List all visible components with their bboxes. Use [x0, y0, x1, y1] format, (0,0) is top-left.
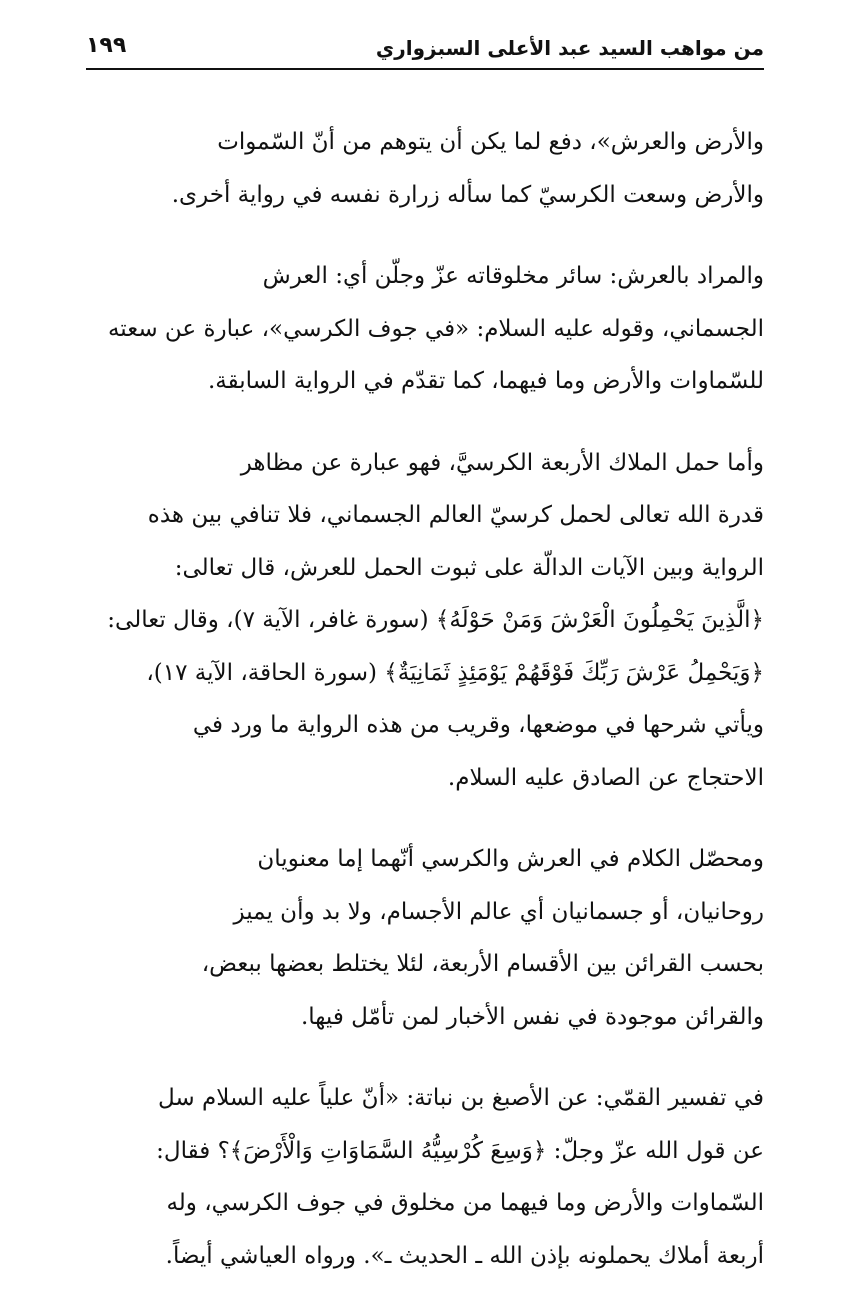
quran-verse-line: ﴿وَيَحْمِلُ عَرْشَ رَبِّكَ فَوْقَهُمْ يَوْمَئِذٍ ثَمَانِيَةٌ﴾ (سورة الحاقة، الآية ١٧)،	[146, 659, 764, 686]
text-line: السّماوات والأرض وما فيهما من مخلوق في جوف الكرسي، وله	[166, 1190, 764, 1216]
quran-verse-line: ﴿الَّذِينَ يَحْمِلُونَ الْعَرْشَ وَمَنْ حَوْلَهُ﴾ (سورة غافر، الآية ٧)، وقال تعالى:	[107, 607, 764, 633]
page-number: ١٩٩	[86, 33, 127, 58]
text-line: ومحصّل الكلام في العرش والكرسي أنّهما إما معنويان	[257, 846, 764, 872]
paragraph-5	[86, 1072, 764, 1282]
page-header	[86, 26, 764, 70]
paragraph-3	[86, 437, 764, 805]
text-line: للسّماوات والأرض وما فيهما، كما تقدّم في الرواية السابقة.	[208, 368, 764, 394]
text-line: الرواية وبين الآيات الدالّة على ثبوت الحمل للعرش، قال تعالى:	[174, 554, 764, 581]
text-line: أربعة أملاك يحملونه بإذن الله ـ الحديث ـ». ورواه العياشي أيضاً.	[165, 1242, 764, 1269]
text-line: ويأتي شرحها في موضعها، وقريب من هذه الرواية ما ورد في	[192, 712, 764, 738]
text-line: في تفسير القمّي: عن الأصبغ بن نباتة: «أنّ علياً عليه السلام سل	[157, 1085, 764, 1111]
text-line: بحسب القرائن بين الأقسام الأربعة، لئلا يختلط بعضها ببعض،	[201, 951, 764, 977]
text-line: روحانيان، أو جسمانيان أي عالم الأجسام، ولا بد وأن يميز	[233, 898, 764, 925]
header-rule	[86, 68, 764, 70]
text-line: الجسماني، وقوله عليه السلام: «في جوف الكرسي»، عبارة عن سعته	[107, 315, 764, 342]
text-line: والمراد بالعرش: سائر مخلوقاته عزّ وجلّن أي: العرش	[262, 263, 764, 289]
paragraph-1	[86, 116, 764, 221]
text-line: والقرائن موجودة في نفس الأخبار لمن تأمّل فيها.	[300, 1003, 764, 1030]
text-line: وأما حمل الملاك الأربعة الكرسيَّ، فهو عبارة عن مظاهر	[240, 449, 764, 476]
running-title: من مواهب السيد عبد الأعلى السبزواري	[375, 36, 764, 60]
paragraph-4	[86, 833, 764, 1043]
body-text	[86, 116, 764, 1311]
text-line: والأرض وسعت الكرسيّ كما سأله زرارة نفسه في رواية أخرى.	[171, 181, 764, 208]
text-line: قدرة الله تعالى لحمل كرسيّ العالم الجسماني، فلا تنافي بين هذه	[147, 502, 764, 528]
text-line: الاحتجاج عن الصادق عليه السلام.	[447, 764, 764, 791]
text-line: والأرض والعرش»، دفع لما يكن أن يتوهم من أنّ السّموات	[217, 129, 764, 155]
paragraph-2	[86, 250, 764, 408]
quran-verse-line: عن قول الله عزّ وجلّ: ﴿وَسِعَ كُرْسِيُّهُ السَّمَاوَاتِ وَالْأَرْضَ﴾؟ فقال:	[156, 1137, 764, 1164]
